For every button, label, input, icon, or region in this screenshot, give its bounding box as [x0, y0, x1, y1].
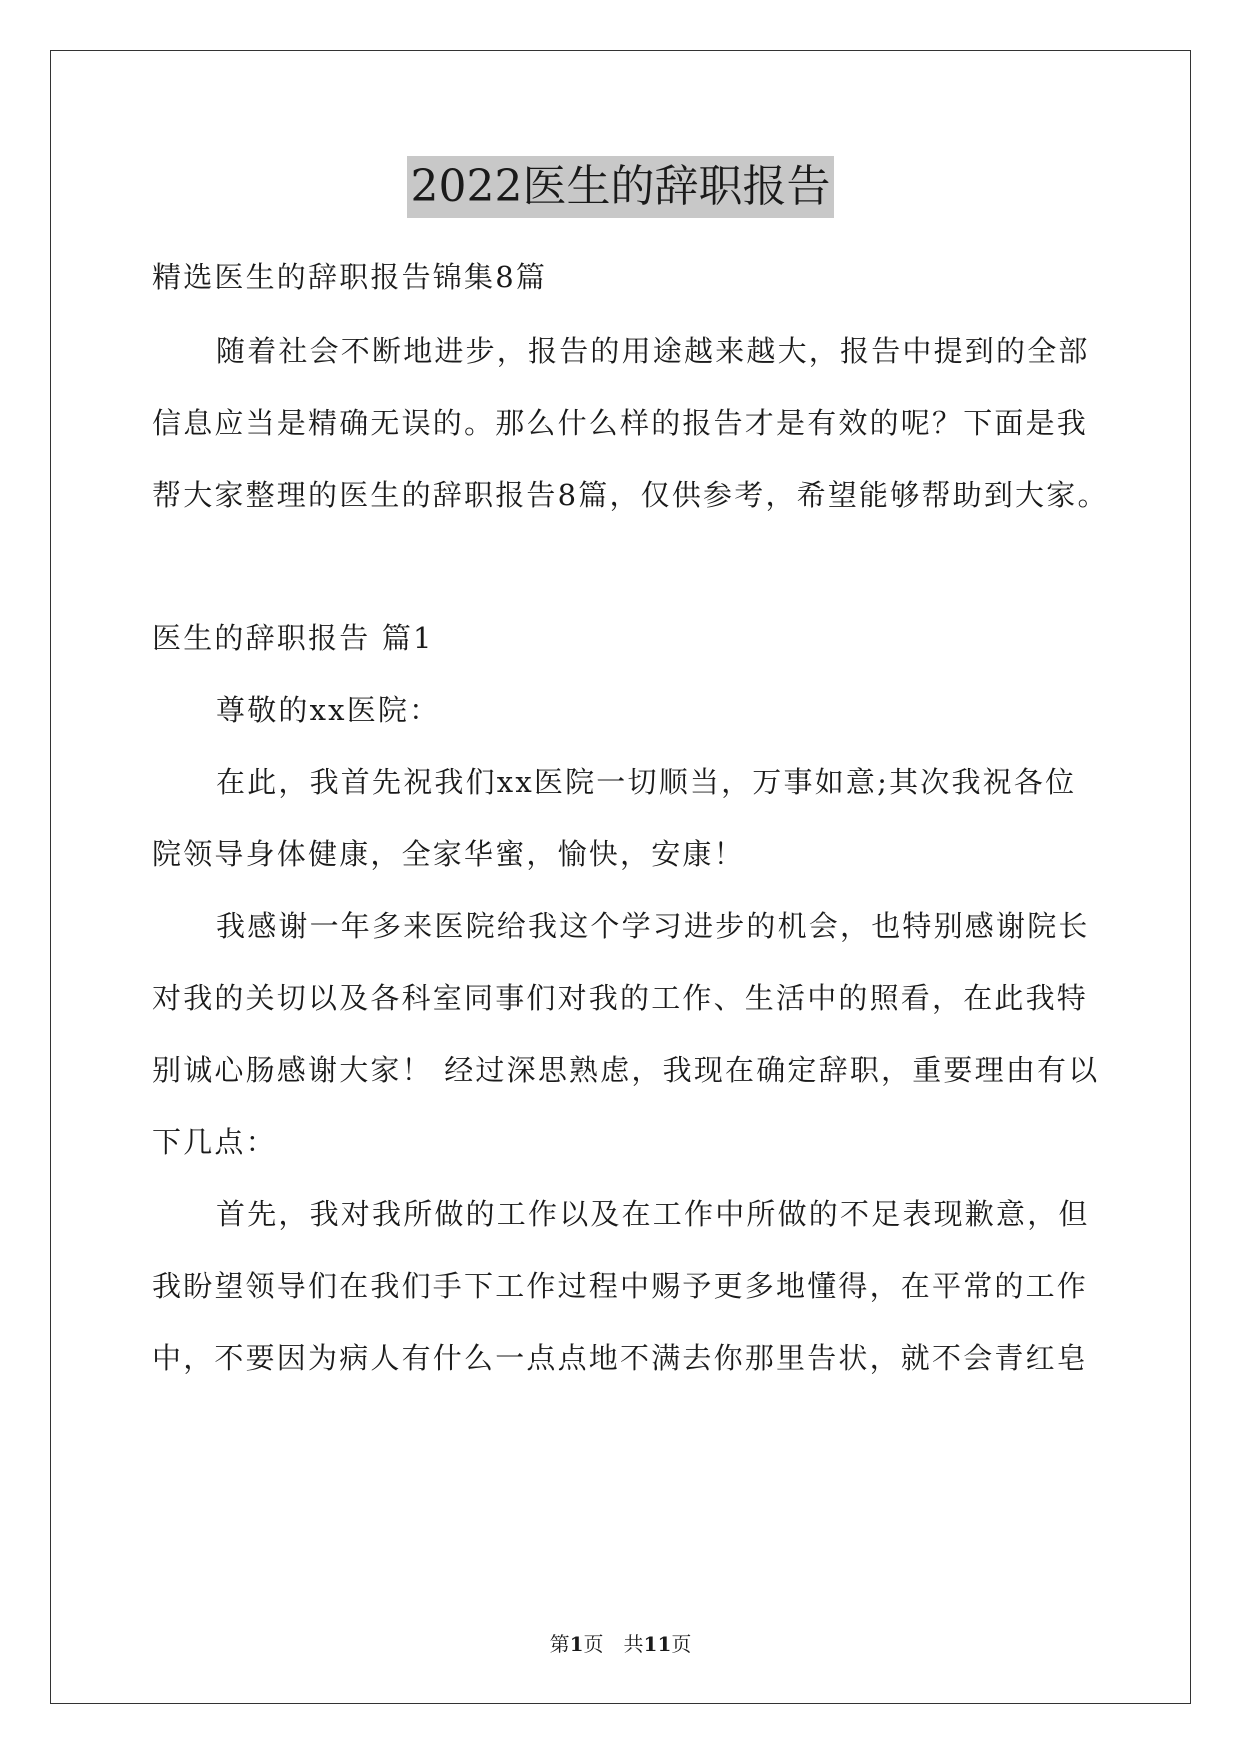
footer-mid: 页 共	[583, 1632, 644, 1656]
salutation: 尊敬的xx医院：	[216, 693, 441, 727]
body-line-1: 在此，我首先祝我们xx医院一切顺当，万事如意;其次我祝各位	[216, 765, 1077, 799]
body-line-8: 我盼望领导们在我们手下工作过程中赐予更多地懂得，在平常的工作	[152, 1269, 1089, 1303]
body-line-9: 中，不要因为病人有什么一点点地不满去你那里告状，就不会青红皂	[152, 1341, 1089, 1375]
footer-suffix: 页	[671, 1632, 692, 1656]
intro-line-2: 信息应当是精确无误的。那么什么样的报告才是有效的呢？下面是我	[152, 406, 1089, 440]
body-line-2: 院领导身体健康，全家华蜜，愉快，安康！	[152, 837, 745, 871]
title-wrap	[0, 156, 1241, 218]
intro-line-3: 帮大家整理的医生的辞职报告8篇，仅供参考，希望能够帮助到大家。	[152, 478, 1109, 512]
body-line-5: 别诚心肠感谢大家！ 经过深思熟虑，我现在确定辞职，重要理由有以	[152, 1053, 1100, 1087]
footer-page-number: 1	[569, 1632, 584, 1656]
footer-prefix: 第	[549, 1632, 570, 1656]
page-footer	[0, 1630, 1241, 1658]
footer-page-total: 11	[643, 1632, 672, 1656]
body-line-4: 对我的关切以及各科室同事们对我的工作、生活中的照看，在此我特	[152, 981, 1089, 1015]
intro-line-1: 随着社会不断地进步，报告的用途越来越大，报告中提到的全部	[216, 334, 1090, 368]
body-line-6: 下几点：	[152, 1125, 277, 1159]
document-title: 2022医生的辞职报告	[407, 156, 835, 218]
body-line-7: 首先，我对我所做的工作以及在工作中所做的不足表现歉意，但	[216, 1197, 1090, 1231]
subtitle: 精选医生的辞职报告锦集8篇	[152, 260, 548, 294]
section-heading: 医生的辞职报告 篇1	[152, 621, 434, 655]
page-frame	[50, 50, 1191, 1704]
body-line-3: 我感谢一年多来医院给我这个学习进步的机会，也特别感谢院长	[216, 909, 1090, 943]
